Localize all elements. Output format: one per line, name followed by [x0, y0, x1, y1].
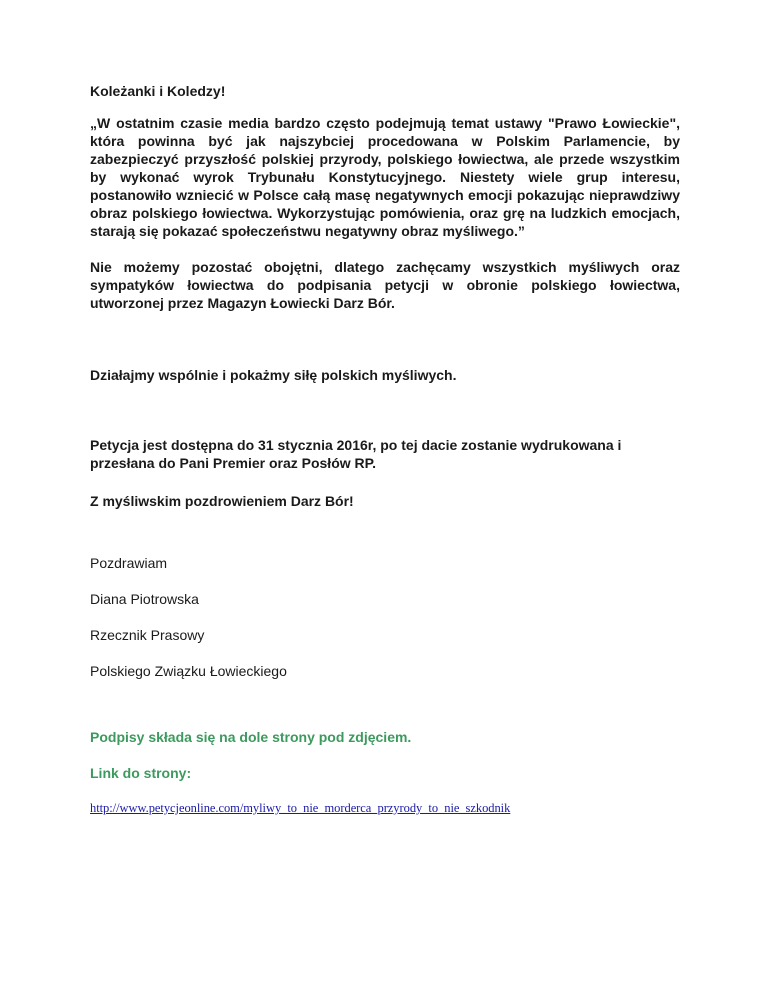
- signature-name: Diana Piotrowska: [90, 591, 199, 607]
- signature-salutation: Pozdrawiam: [90, 555, 168, 571]
- petition-info: Petycja jest dostępna do 31 stycznia 2016r, po tej dacie zostanie wydrukowana i przesłana do Pani Premier oraz Posłów RP.: [90, 437, 622, 471]
- link-label: Link do strony:: [90, 765, 192, 781]
- greeting: Koleżanki i Koledzy!: [90, 83, 226, 99]
- closing-line: Z myśliwskim pozdrowieniem Darz Bór!: [90, 493, 354, 509]
- quoted-statement: „W ostatnim czasie media bardzo często podejmują temat ustawy "Prawo Łowieckie", która powinna być jak najszybciej procedowana w Polskim Parlamencie, by zabezpieczyć przyszłość polskiej przyrody, polskiego łowiectwa, ale przede wszystkim by wykonać wyrok Trybunału Konstytucyjnego. Niestety wiele grup interesu, postanowiło wzniecić w Polsce całą masę negatywnych emocji pokazując nieprawdziwy obraz polskiego łowiectwa. Wykorzystując pomówienia, oraz grę na ludzkich emocjach, starają się pokazać społeczeństwu negatywny obraz myśliwego.”: [90, 115, 680, 239]
- signature-organization: Polskiego Związku Łowieckiego: [90, 663, 287, 679]
- call-to-action: Działajmy wspólnie i pokażmy siłę polskich myśliwych.: [90, 367, 457, 383]
- signature-role: Rzecznik Prasowy: [90, 627, 205, 643]
- intro-paragraph: Nie możemy pozostać obojętni, dlatego zachęcamy wszystkich myśliwych oraz sympatyków łowiectwa do podpisania petycji w obronie polskiego łowiectwa, utworzonej przez Magazyn Łowiecki Darz Bór.: [90, 259, 680, 311]
- petition-link[interactable]: http://www.petycjeonline.com/myliwy_to_nie_morderca_przyrody_to_nie_szkodnik: [90, 801, 511, 815]
- letter-body: [90, 82, 680, 817]
- signing-instructions: Podpisy składa się na dole strony pod zdjęciem.: [90, 729, 412, 745]
